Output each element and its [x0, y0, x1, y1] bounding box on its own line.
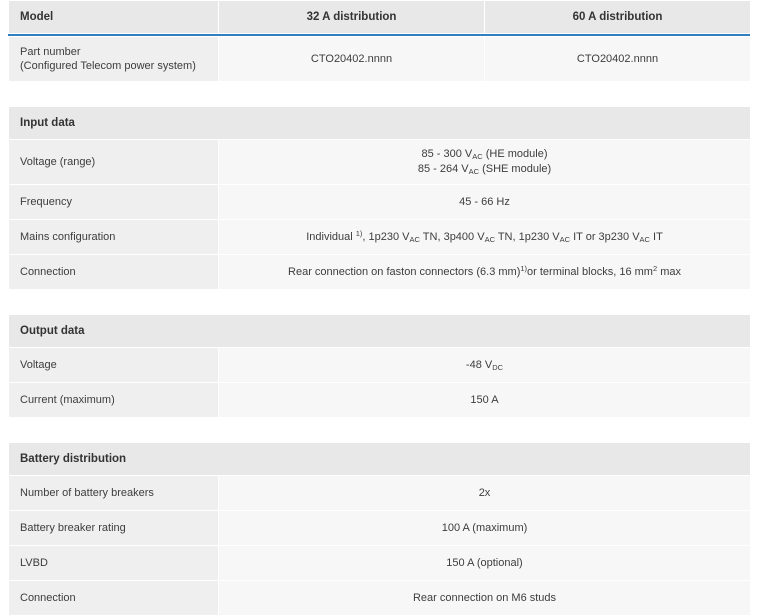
- table-row: [9, 37, 751, 82]
- table-row: [9, 220, 751, 255]
- table-row: [9, 581, 751, 616]
- input-connection-value: Rear connection on faston connectors (6.3 mm)$^{1)}$or terminal blocks, 16 $mm^2$ max: [219, 255, 751, 290]
- table-row: [9, 255, 751, 290]
- model-header-col1: 32 A distribution: [219, 1, 485, 34]
- mains-configuration-value: Individual $^{1)}$, 1p230 $V_{AC}$ TN, 3p400 $V_{AC}$ TN, 1p230 $V_{AC}$ IT or 3p230 $V_{AC}$ IT: [219, 220, 751, 255]
- table-row: [9, 348, 751, 383]
- model-header-label: Model: [9, 1, 219, 34]
- section-gap: [8, 418, 750, 442]
- output-voltage-label: Voltage: [9, 348, 219, 383]
- mains-configuration-label: Mains configuration: [9, 220, 219, 255]
- battery-breakers-count-label: Number of battery breakers: [9, 476, 219, 511]
- battery-breaker-rating-value: 100 A (maximum): [219, 511, 751, 546]
- table-row: [9, 476, 751, 511]
- output-data-header-label: Output data: [9, 315, 751, 348]
- part-number-label: [9, 37, 219, 82]
- table-row: [9, 511, 751, 546]
- input-voltage-label: Voltage (range): [9, 140, 219, 185]
- section-gap: [8, 290, 750, 314]
- input-data-table: [8, 106, 751, 290]
- input-frequency-label: Frequency: [9, 185, 219, 220]
- table-header-row: [9, 107, 751, 140]
- lvbd-value: 150 A (optional): [219, 546, 751, 581]
- input-connection-label: Connection: [9, 255, 219, 290]
- model-header-col2: 60 A distribution: [485, 1, 751, 34]
- battery-connection-label: Connection: [9, 581, 219, 616]
- output-data-table: [8, 314, 751, 418]
- input-voltage-value-line1: 85 - 300 $V_{AC}$ (HE module): [421, 148, 548, 161]
- table-header-row: [9, 443, 751, 476]
- battery-distribution-header-label: Battery distribution: [9, 443, 751, 476]
- model-table: [8, 0, 751, 34]
- output-voltage-value: -48 $V_{DC}$: [219, 348, 751, 383]
- table-row: [9, 383, 751, 418]
- model-table-body: [8, 36, 751, 82]
- table-header-row: [9, 315, 751, 348]
- input-frequency-value: 45 - 66 Hz: [219, 185, 751, 220]
- lvbd-label: LVBD: [9, 546, 219, 581]
- output-current-value: 150 A: [219, 383, 751, 418]
- input-voltage-value-line2: 85 - 264 $V_{AC}$ (SHE module): [417, 163, 552, 176]
- battery-breakers-count-value: 2x: [219, 476, 751, 511]
- part-number-value-60a: CTO20402.nnnn: [485, 37, 751, 82]
- input-voltage-value: [219, 140, 751, 185]
- table-row: [9, 546, 751, 581]
- table-header-row: [9, 1, 751, 34]
- part-number-label-line2: (Configured Telecom power system): [20, 60, 196, 72]
- battery-breaker-rating-label: Battery breaker rating: [9, 511, 219, 546]
- section-gap: [8, 82, 750, 106]
- input-data-header-label: Input data: [9, 107, 751, 140]
- part-number-label-line1: Part number: [20, 46, 81, 58]
- battery-distribution-table: [8, 442, 751, 616]
- battery-connection-value: Rear connection on M6 studs: [219, 581, 751, 616]
- part-number-value-32a: CTO20402.nnnn: [219, 37, 485, 82]
- output-current-label: Current (maximum): [9, 383, 219, 418]
- table-row: [9, 185, 751, 220]
- table-row: [9, 140, 751, 185]
